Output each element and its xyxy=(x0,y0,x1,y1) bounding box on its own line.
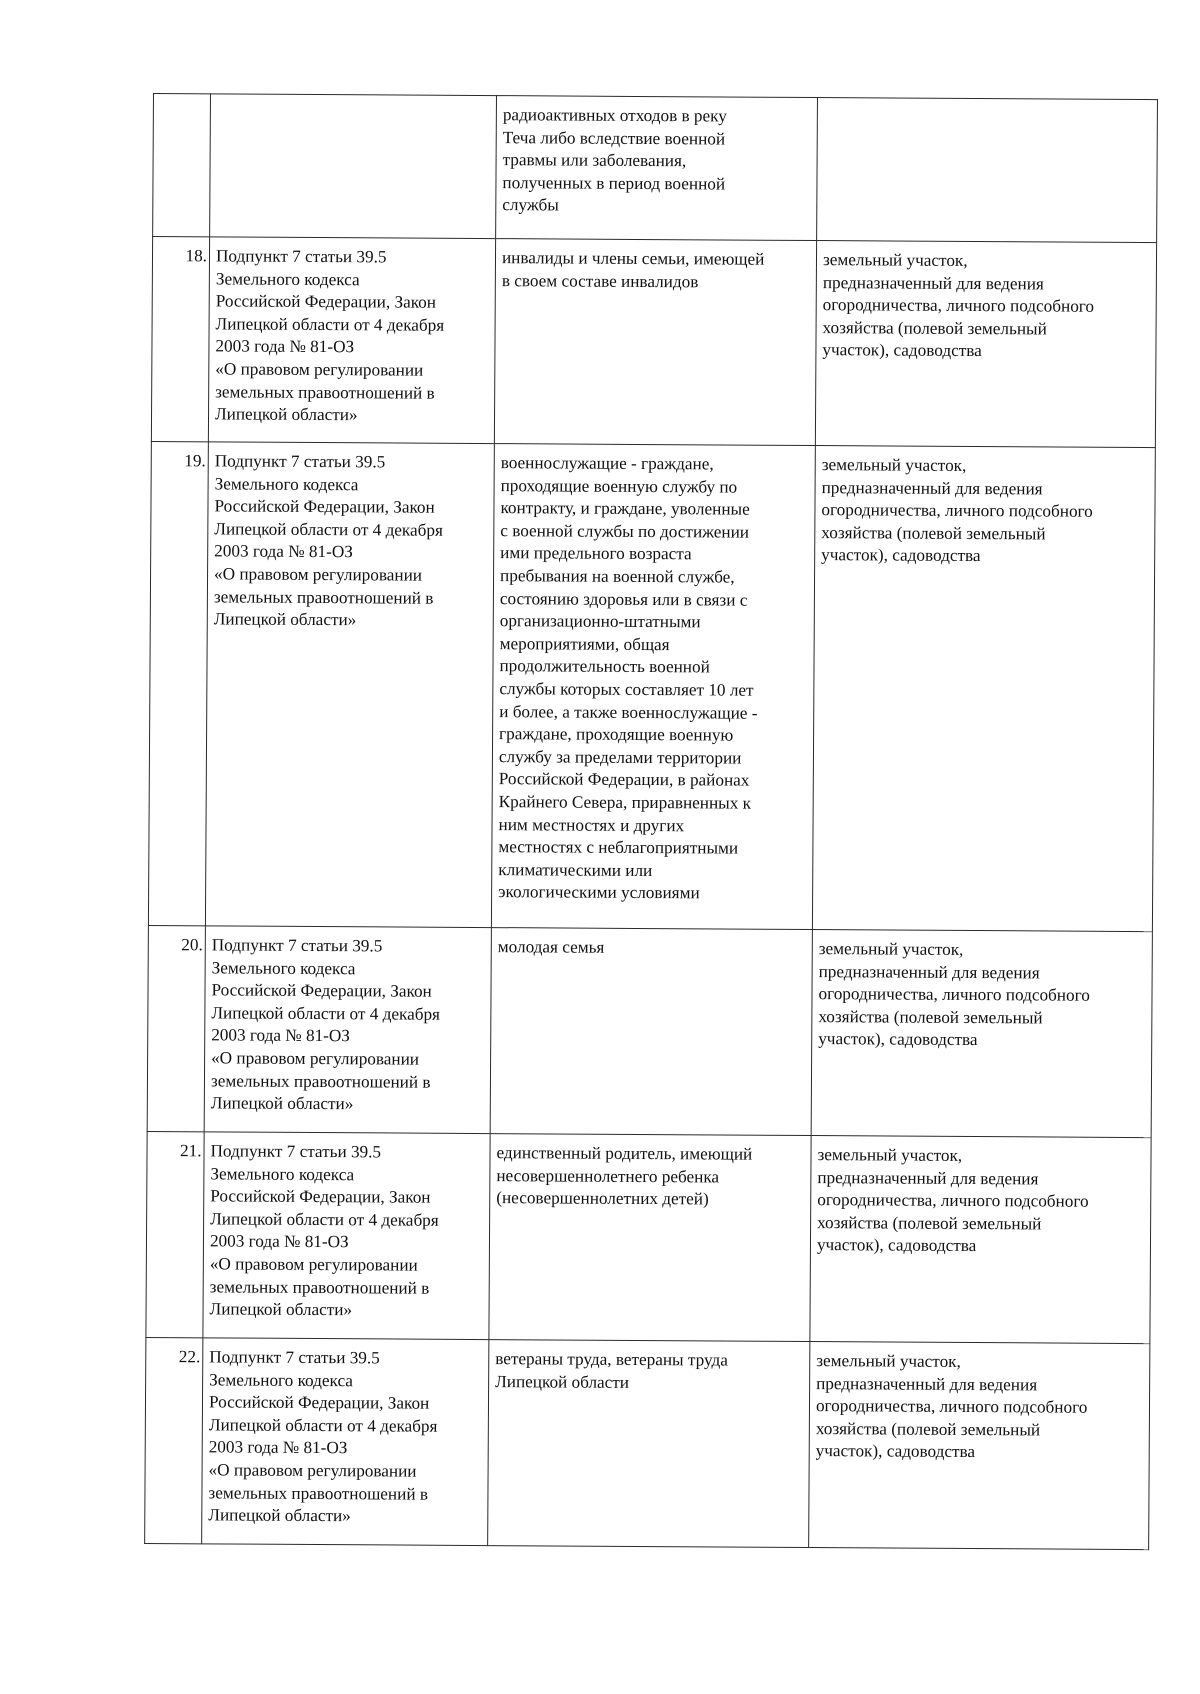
table-row xyxy=(146,1131,1151,1343)
table-row xyxy=(147,925,1152,1137)
legal-basis-cell xyxy=(210,94,497,239)
citizen-category-cell: радиоактивных отходов в реку Теча либо вследствие военной травмы или заболевания, полученных в период военной службы xyxy=(496,96,818,241)
row-number xyxy=(153,94,211,237)
land-plot-cell xyxy=(817,98,1158,243)
table-row xyxy=(151,237,1156,448)
row-number: 20. xyxy=(147,925,205,1131)
land-categories-table xyxy=(144,93,1158,1550)
row-number: 18. xyxy=(151,237,209,442)
legal-basis-cell: Подпункт 7 статьи 39.5 Земельного кодекса Российской Федерации, Закон Липецкой области от 4 декабря 2003 года № 81-ОЗ «О правовом регулировании земельных правоотношений в Липецкой области» xyxy=(202,1338,489,1546)
row-number: 19. xyxy=(148,441,208,925)
legal-basis-cell: Подпункт 7 статьи 39.5 Земельного кодекса Российской Федерации, Закон Липецкой области от 4 декабря 2003 года № 81-ОЗ «О правовом регулировании земельных правоотношений в Липецкой области» xyxy=(203,1132,490,1340)
land-plot-cell: земельный участок, предназначенный для ведения огородничества, личного подсобного хозяйства (полевой земельный участок), садоводства xyxy=(811,930,1152,1138)
land-plot-cell: земельный участок, предназначенный для ведения огородничества, личного подсобного хозяйства (полевой земельный участок), садоводства xyxy=(810,1136,1151,1344)
citizen-category-cell: военнослужащие - граждане, проходящие военную службу по контракту, и граждане, уволенные с военной службы по достижении ими предельного возраста пребывания на военной службе, состоянию здоровья или в связи с организационно-штатными мероприятиями, общая продолжительность военной службы которых составляет 10 лет и более, а также военнослужащие - граждане, проходящие военную службу за пределами территории Российской Федерации, в районах Крайнего Севера, приравненных к ним местностях и других местностях с неблагоприятными климатическими или экологическими условиями xyxy=(491,444,815,930)
land-plot-cell: земельный участок, предназначенный для ведения огородничества, личного подсобного хозяйства (полевой земельный участок), садоводства xyxy=(812,446,1155,932)
citizen-category-cell: единственный родитель, имеющий несовершеннолетнего ребенка (несовершеннолетних детей) xyxy=(489,1134,811,1342)
row-number: 22. xyxy=(145,1337,203,1543)
citizen-category-cell: молодая семья xyxy=(490,928,812,1136)
citizen-category-cell: инвалиды и члены семьи, имеющей в своем составе инвалидов xyxy=(494,239,816,446)
table-row xyxy=(148,441,1155,931)
citizen-category-cell: ветераны труда, ветераны труда Липецкой области xyxy=(488,1340,810,1548)
row-number: 21. xyxy=(146,1131,204,1337)
legal-basis-cell: Подпункт 7 статьи 39.5 Земельного кодекса Российской Федерации, Закон Липецкой области от 4 декабря 2003 года № 81-ОЗ «О правовом регулировании земельных правоотношений в Липецкой области» xyxy=(208,237,495,444)
table-row xyxy=(145,1337,1150,1549)
table-row xyxy=(153,94,1158,243)
land-plot-cell: земельный участок, предназначенный для ведения огородничества, личного подсобного хозяйства (полевой земельный участок), садоводства xyxy=(815,241,1156,448)
legal-basis-cell: Подпункт 7 статьи 39.5 Земельного кодекса Российской Федерации, Закон Липецкой области от 4 декабря 2003 года № 81-ОЗ «О правовом регулировании земельных правоотношений в Липецкой области» xyxy=(205,442,494,928)
land-plot-cell: земельный участок, предназначенный для ведения огородничества, личного подсобного хозяйства (полевой земельный участок), садоводства xyxy=(809,1342,1150,1550)
legal-basis-cell: Подпункт 7 статьи 39.5 Земельного кодекса Российской Федерации, Закон Липецкой области от 4 декабря 2003 года № 81-ОЗ «О правовом регулировании земельных правоотношений в Липецкой области» xyxy=(204,926,491,1134)
